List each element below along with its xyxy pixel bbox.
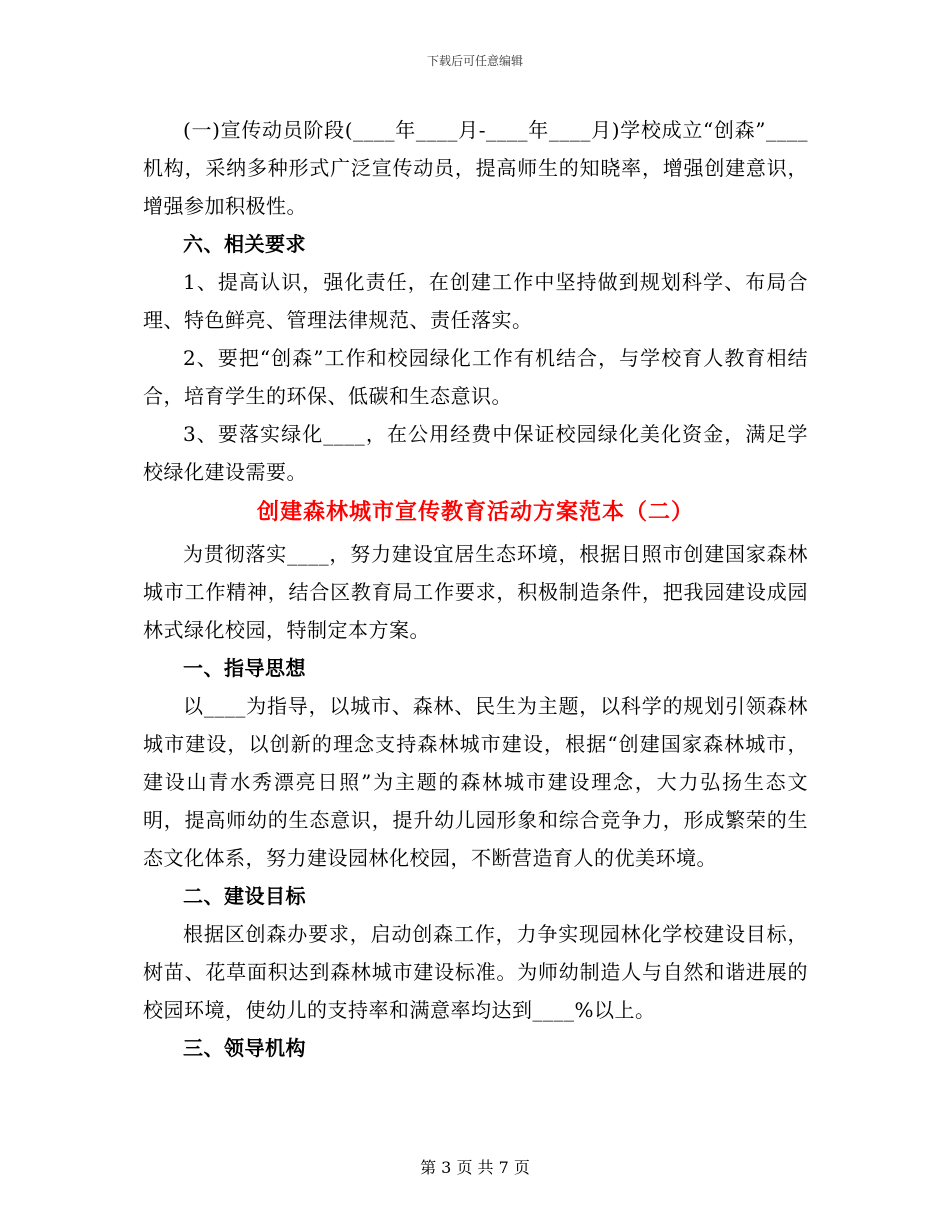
paragraph-requirement-1: 1、提高认识，强化责任，在创建工作中坚持做到规划科学、布局合理、特色鲜亮、管理法律规范、责任落实。 [143,270,808,332]
document-title: 创建森林城市宣传教育活动方案范本（二） [256,500,694,525]
section-heading-goals: 二、建设目标 [183,884,306,908]
section-heading-requirements: 六、相关要求 [183,232,306,256]
section-heading-guiding-ideology: 一、指导思想 [183,656,306,680]
paragraph-publicity-stage: (一)宣传动员阶段(____年____月-____年____月)学校成立“创森”____机构，采纳多种形式广泛宣传动员，提高师生的知晓率，增强创建意识，增强参加积极性。 [143,118,808,218]
page-header-note: 下载后可任意编辑 [426,54,523,68]
document-body [143,111,808,1067]
paragraph-intro: 为贯彻落实____，努力建设宜居生态环境，根据日照市创建国家森林城市工作精神，结合区教育局工作要求，积极制造条件，把我园建设成园林式绿化校园，特制定本方案。 [143,542,808,642]
paragraph-goals: 根据区创森办要求，启动创森工作，力争实现园林化学校建设目标，树苗、花草面积达到森林城市建设标准。为师幼制造人与自然和谐进展的校园环境，使幼儿的支持率和满意率均达到____%以上。 [143,922,808,1022]
section-heading-leadership: 三、领导机构 [183,1036,306,1060]
page-number: 第 3 页 共 7 页 [420,1158,530,1177]
paragraph-requirement-3: 3、要落实绿化____，在公用经费中保证校园绿化美化资金，满足学校绿化建设需要。 [143,422,808,484]
paragraph-guiding-ideology: 以____为指导，以城市、森林、民生为主题，以科学的规划引领森林城市建设，以创新的理念支持森林城市建设，根据“创建国家森林城市，建设山青水秀漂亮日照”为主题的森林城市建设理念，大力弘扬生态文明，提高师幼的生态意识，提升幼儿园形象和综合竞争力，形成繁荣的生态文化体系，努力建设园林化校园，不断营造育人的优美环境。 [143,694,808,870]
paragraph-requirement-2: 2、要把“创森”工作和校园绿化工作有机结合，与学校育人教育相结合，培育学生的环保、低碳和生态意识。 [143,346,808,408]
